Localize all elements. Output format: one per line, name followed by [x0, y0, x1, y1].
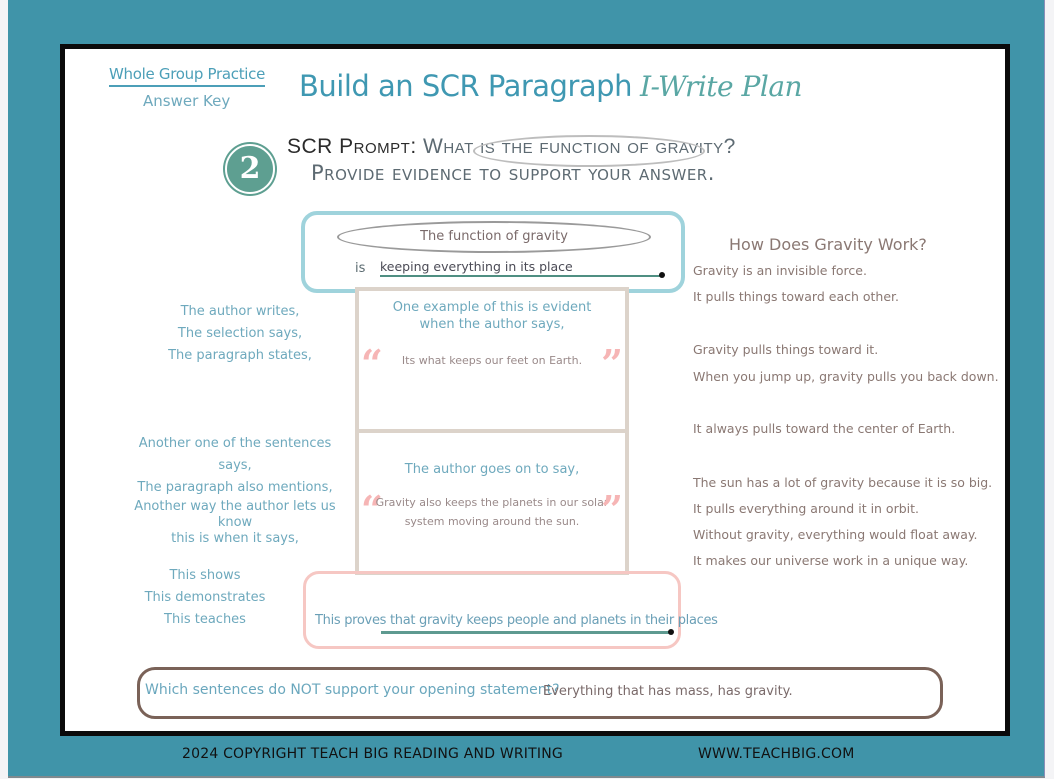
evidence-intro: The author goes on to say, — [404, 462, 580, 477]
open-quote-icon: “ — [361, 487, 383, 532]
teal-background-frame — [8, 0, 1045, 778]
topic-answer-field[interactable]: keeping everything in its place — [380, 259, 662, 277]
stem: This shows — [169, 568, 241, 583]
stem: This teaches — [164, 612, 246, 627]
stems-group-2 — [125, 433, 345, 499]
passage-line: It pulls things toward each other. — [693, 289, 899, 304]
section-label: Whole Group Practice — [109, 65, 265, 87]
restated-question-oval: The function of gravity — [337, 221, 651, 253]
stem: This demonstrates — [144, 590, 266, 605]
passage-line: Without gravity, everything would float away. — [693, 527, 978, 542]
close-quote-icon: ” — [601, 487, 623, 532]
passage-line: The sun has a lot of gravity because it is so big. — [693, 475, 993, 490]
prompt-label: SCR Prompt: — [287, 135, 417, 158]
evidence-quote-field[interactable]: Gravity also keeps the planets in our solar system moving around the sun. — [375, 496, 609, 528]
prompt-question: What is the function of gravity? — [423, 135, 736, 158]
stems-group-3 — [125, 499, 345, 547]
worksheet-page — [60, 44, 1010, 736]
evidence-box-1 — [355, 287, 629, 433]
open-quote-icon: “ — [361, 341, 383, 386]
passage-title: How Does Gravity Work? — [729, 235, 927, 254]
stem: this is when it says, — [171, 531, 299, 546]
close-quote-icon: ” — [601, 341, 623, 386]
stems-group-1 — [155, 301, 325, 367]
stem: The paragraph also mentions, — [137, 480, 333, 495]
title-script: I-Write Plan — [639, 70, 803, 103]
passage-line: Gravity is an invisible force. — [693, 263, 867, 278]
non-supporting-question: Which sentences do NOT support your opening statement? — [145, 682, 560, 698]
conclusion-sentence — [315, 613, 718, 628]
title-main: Build an SCR Paragraph — [299, 69, 632, 103]
stem: The author writes, — [180, 304, 300, 319]
stem: The selection says, — [177, 326, 303, 341]
page-title — [299, 69, 802, 103]
line-end-dot — [659, 272, 665, 278]
stem: Another way the author lets us know — [134, 499, 336, 530]
passage-line: It always pulls toward the center of Earth. — [693, 421, 956, 436]
stems-group-4 — [135, 565, 275, 631]
topic-connector: is — [355, 261, 366, 276]
conclusion-box — [303, 571, 681, 649]
footer-copyright: 2024 COPYRIGHT TEACH BIG READING AND WRITING — [182, 746, 563, 762]
prompt-number-badge: 2 — [225, 144, 275, 194]
passage-line: It pulls everything around it in orbit. — [693, 501, 920, 516]
passage-line: Gravity pulls things toward it. — [693, 342, 879, 357]
footer-website-link[interactable]: WWW.TEACHBIG.COM — [698, 746, 855, 762]
conclusion-stem: This proves — [315, 613, 387, 628]
prompt-instruction: Provide evidence to support your answer. — [311, 161, 715, 185]
line-end-dot — [668, 629, 674, 635]
passage-line: When you jump up, gravity pulls you back down. — [693, 369, 999, 384]
stem: The paragraph states, — [168, 348, 312, 363]
stem: Another one of the sentences says, — [138, 436, 332, 473]
passage-line: It makes our universe work in a unique way. — [693, 553, 969, 568]
evidence-intro: One example of this is evident when the author says, — [392, 300, 592, 332]
answer-key-label: Answer Key — [143, 92, 231, 110]
conclusion-underline — [381, 631, 671, 634]
conclusion-answer-field[interactable]: that gravity keeps people and planets in their places — [389, 613, 718, 628]
non-supporting-answer-field[interactable]: Everything that has mass, has gravity. — [543, 684, 793, 699]
evidence-box-2 — [355, 429, 629, 575]
evidence-quote-field[interactable]: Its what keeps our feet on Earth. — [401, 354, 583, 367]
